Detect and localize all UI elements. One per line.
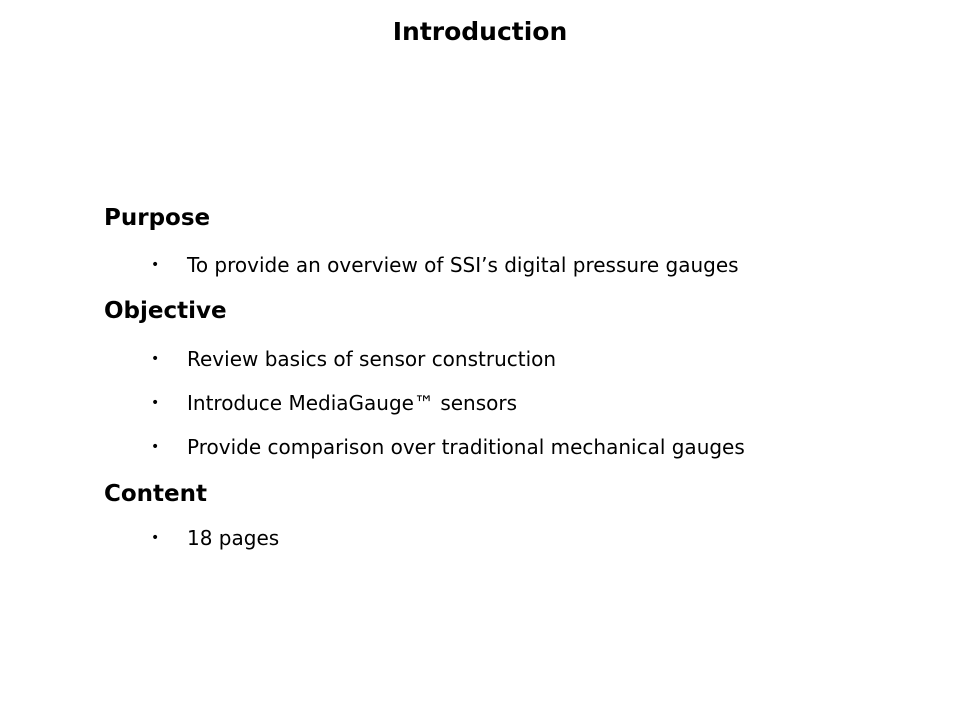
section-heading-objective: Objective [104,298,227,324]
slide-title: Introduction [392,17,568,46]
section-heading-content: Content [104,481,208,507]
bullet-item [104,433,904,461]
bullet-list-content [104,524,904,552]
bullet-item [104,345,904,373]
bullet-icon: • [151,530,160,546]
bullet-icon: • [151,439,160,455]
slide-content [104,200,904,552]
bullet-item [104,524,904,552]
bullet-item [104,251,904,279]
bullet-item [104,389,904,417]
section-purpose [104,202,904,279]
bullet-text: Introduce MediaGauge™ sensors [187,391,518,415]
bullet-icon: • [151,351,160,367]
section-heading-purpose: Purpose [104,205,211,231]
bullet-text: Review basics of sensor construction [187,347,557,371]
bullet-icon: • [151,395,160,411]
bullet-list-objective [104,345,904,461]
bullet-text: To provide an overview of SSI’s digital pressure gauges [187,253,739,277]
bullet-list-purpose [104,251,904,279]
bullet-icon: • [151,257,160,273]
bullet-text: 18 pages [187,526,280,550]
section-content [104,478,904,552]
bullet-text: Provide comparison over traditional mechanical gauges [187,435,745,459]
section-objective [104,295,904,461]
